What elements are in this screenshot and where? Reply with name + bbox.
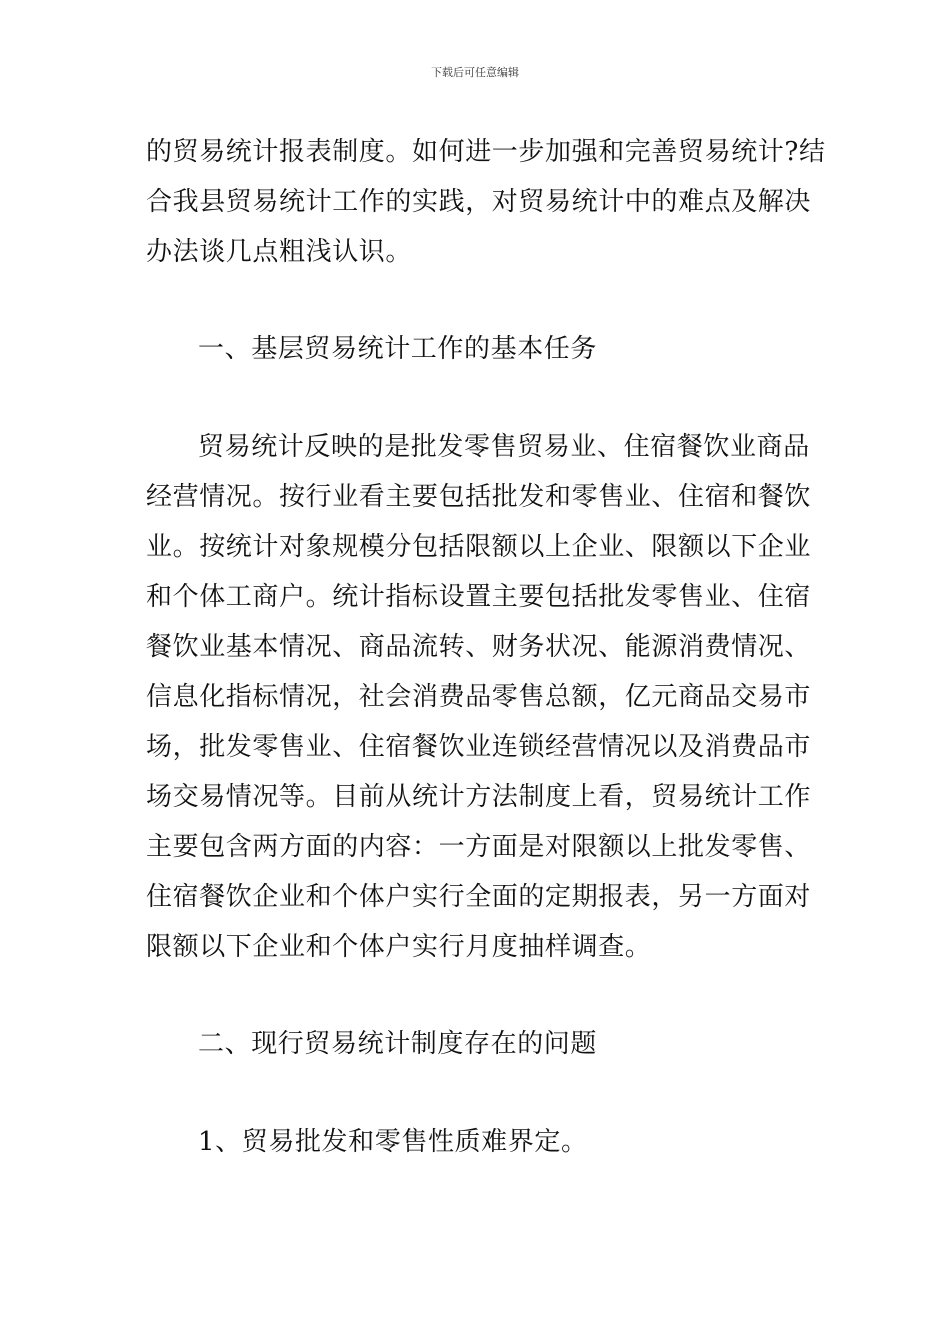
- paragraph-line: 场，批发零售业、住宿餐饮业连锁经营情况以及消费品市: [146, 732, 812, 762]
- paragraph-line: 贸易统计反映的是批发零售贸易业、住宿餐饮业商品: [198, 432, 810, 462]
- section-heading-1: 一、基层贸易统计工作的基本任务: [198, 334, 598, 364]
- section-heading-2: 二、现行贸易统计制度存在的问题: [198, 1029, 598, 1059]
- document-body: [146, 127, 826, 1167]
- paragraph-line: 合我县贸易统计工作的实践，对贸易统计中的难点及解决: [146, 187, 812, 217]
- paragraph-line: 住宿餐饮企业和个体户实行全面的定期报表，另一方面对: [146, 882, 812, 912]
- paragraph-line: 信息化指标情况，社会消费品零售总额，亿元商品交易市: [146, 682, 812, 712]
- section-1-paragraph: [146, 422, 810, 972]
- paragraph-line: 经营情况。按行业看主要包括批发和零售业、住宿和餐饮: [146, 482, 812, 512]
- paragraph-line: 业。按统计对象规模分包括限额以上企业、限额以下企业: [146, 532, 812, 562]
- paragraph-line: 主要包含两方面的内容：一方面是对限额以上批发零售、: [146, 832, 812, 862]
- paragraph-line: 的贸易统计报表制度。如何进一步加强和完善贸易统计?结: [146, 137, 826, 167]
- paragraph-line: 限额以下企业和个体户实行月度抽样调查。: [146, 932, 652, 962]
- paragraph-line: 餐饮业基本情况、商品流转、财务状况、能源消费情况、: [146, 632, 812, 662]
- intro-paragraph: [146, 127, 826, 277]
- paragraph-line: 和个体工商户。统计指标设置主要包括批发零售业、住宿: [146, 582, 812, 612]
- paragraph-line: 办法谈几点粗浅认识。: [146, 237, 413, 267]
- paragraph-line: 场交易情况等。目前从统计方法制度上看，贸易统计工作: [146, 782, 812, 812]
- list-item-1: 1、贸易批发和零售性质难界定。: [198, 1127, 588, 1157]
- header-note: 下载后可任意编辑: [431, 66, 519, 79]
